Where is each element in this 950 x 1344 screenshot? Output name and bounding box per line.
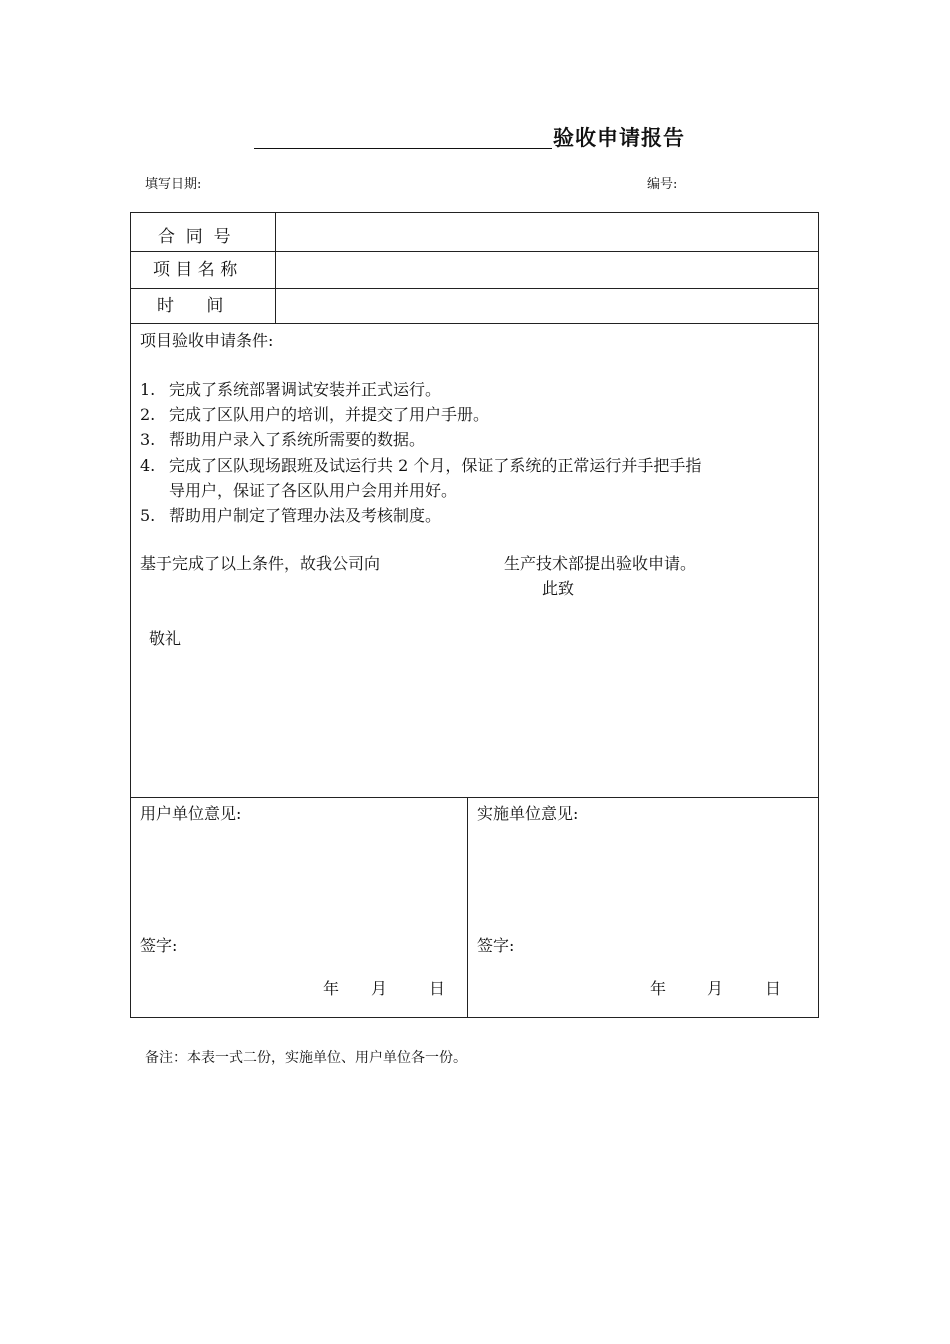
condition-text: 帮助用户录入了系统所需要的数据。 — [169, 430, 426, 449]
user-opinion-label: 用户单位意见: — [140, 804, 242, 823]
footer-note: 备注：本表一式二份，实施单位、用户单位各一份。 — [145, 1050, 467, 1066]
row-divider — [131, 323, 818, 324]
request-text-right: 生产技术部提出验收申请。 — [504, 554, 697, 573]
request-text-left: 基于完成了以上条件，故我公司向 — [140, 554, 381, 573]
condition-item — [140, 427, 425, 450]
fill-date-label: 填写日期: — [145, 177, 202, 192]
condition-number: 3. — [140, 430, 156, 449]
user-sign-label: 签字: — [140, 936, 178, 955]
condition-number: 4. — [140, 456, 156, 475]
condition-text: 完成了区队现场跟班及试运行共 2 个月，保证了系统的正常运行并手把手指 — [169, 456, 702, 475]
user-date-year: 年 — [323, 979, 340, 998]
impl-opinion-label: 实施单位意见: — [477, 804, 579, 823]
impl-date-year: 年 — [650, 979, 667, 998]
time-label: 时 间 — [157, 296, 224, 316]
impl-sign-label: 签字: — [477, 936, 515, 955]
user-date-month: 月 — [371, 979, 388, 998]
condition-text: 完成了系统部署调试安装并正式运行。 — [169, 380, 442, 399]
condition-number: 5. — [140, 506, 156, 525]
user-date-day: 日 — [429, 979, 446, 998]
condition-number: 1. — [140, 380, 156, 399]
page-title: 验收申请报告 — [553, 125, 685, 150]
number-label: 编号: — [647, 177, 678, 192]
closing-jing-li: 敬礼 — [149, 629, 182, 648]
impl-date-day: 日 — [765, 979, 782, 998]
condition-item — [140, 402, 489, 425]
row-divider — [131, 797, 818, 798]
application-form — [130, 212, 819, 1018]
contract-no-label: 合 同 号 — [158, 227, 231, 247]
title-row — [0, 118, 950, 158]
contract-no-field[interactable] — [277, 214, 817, 250]
row-divider — [131, 251, 818, 252]
closing-ci-zhi: 此致 — [542, 579, 575, 598]
condition-text-continuation: 导用户，保证了各区队用户会用并用好。 — [169, 481, 458, 500]
condition-text: 帮助用户制定了管理办法及考核制度。 — [169, 506, 442, 525]
opinion-column-divider — [467, 797, 468, 1018]
project-name-label: 项 目 名 称 — [153, 260, 238, 280]
condition-text: 完成了区队用户的培训，并提交了用户手册。 — [169, 405, 490, 424]
conditions-heading: 项目验收申请条件: — [140, 331, 274, 350]
impl-date-month: 月 — [707, 979, 724, 998]
condition-item — [140, 377, 441, 400]
project-name-field[interactable] — [277, 253, 817, 287]
row-divider — [131, 288, 818, 289]
time-field[interactable] — [277, 290, 817, 322]
title-blank-line — [254, 148, 552, 149]
condition-number: 2. — [140, 405, 156, 424]
condition-item — [140, 503, 441, 526]
condition-item — [140, 453, 701, 476]
